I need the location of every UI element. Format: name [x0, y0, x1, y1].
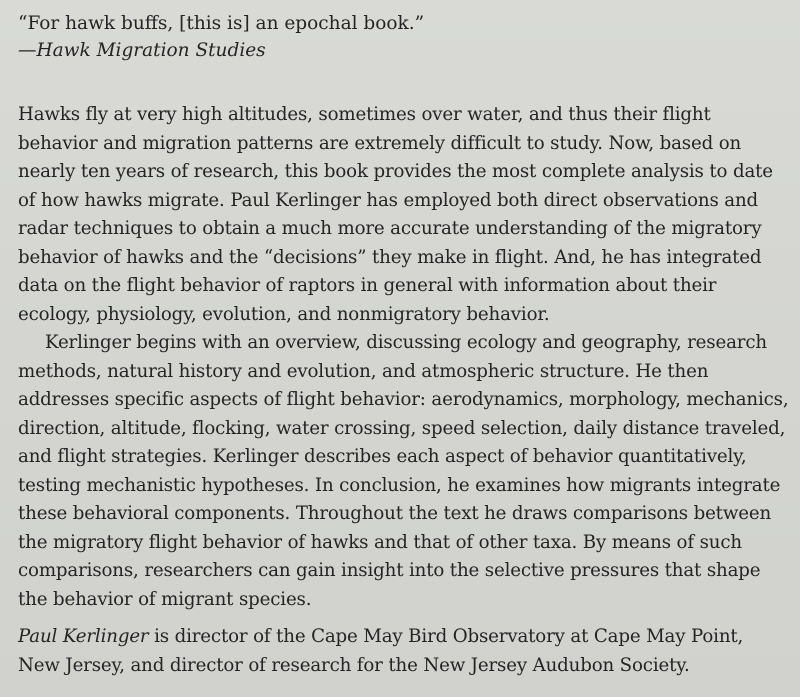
text-line: and flight strategies. Kerlinger describes each aspect of behavior quantitatively,	[18, 446, 747, 467]
text-line: the behavior of migrant species.	[18, 588, 312, 610]
review-quote	[18, 10, 424, 64]
text-line: radar techniques to obtain a much more accurate understanding of the migratory	[18, 218, 762, 239]
author-bio	[18, 623, 743, 680]
text-line: addresses specific aspects of flight behavior: aerodynamics, morphology, mechanics,	[18, 389, 789, 410]
text-line: of how hawks migrate. Paul Kerlinger has employed both direct observations and	[18, 189, 759, 211]
text-line: the migratory flight behavior of hawks and that of other taxa. By means of such	[18, 531, 742, 553]
description-paragraph-2	[18, 329, 800, 614]
text-line: behavior of hawks and the “decisions” they make in flight. And, he has integrated	[18, 246, 762, 268]
author-bio-line-2: New Jersey, and director of research for the New Jersey Audubon Society.	[18, 654, 690, 676]
book-description	[18, 101, 800, 614]
text-line: comparisons, researchers can gain insight into the selective pressures that shape	[18, 560, 761, 581]
text-line: Kerlinger begins with an overview, discussing ecology and geography, research	[45, 332, 767, 353]
text-line: data on the flight behavior of raptors in general with information about their	[18, 275, 717, 296]
author-bio-line-1	[18, 623, 743, 652]
author-bio-text: is director of the Cape May Bird Observatory at Cape May Point,	[148, 626, 744, 647]
text-line: ecology, physiology, evolution, and nonmigratory behavior.	[18, 303, 550, 325]
text-line: behavior and migration patterns are extremely difficult to study. Now, based on	[18, 132, 742, 154]
text-line: methods, natural history and evolution, and atmospheric structure. He then	[18, 360, 709, 382]
text-line: nearly ten years of research, this book provides the most complete analysis to date	[18, 161, 773, 182]
quote-text: “For hawk buffs, [this is] an epochal book.”	[18, 13, 425, 34]
quote-source: —Hawk Migration Studies	[18, 40, 266, 61]
author-name: Paul Kerlinger	[18, 626, 149, 647]
text-line: Hawks fly at very high altitudes, sometimes over water, and thus their flight	[18, 104, 711, 125]
text-line: these behavioral components. Throughout the text he draws comparisons between	[18, 503, 772, 524]
description-paragraph-1	[18, 101, 800, 329]
text-line: testing mechanistic hypotheses. In conclusion, he examines how migrants integrate	[18, 474, 781, 496]
text-line: direction, altitude, flocking, water crossing, speed selection, daily distance traveled,	[18, 417, 786, 439]
